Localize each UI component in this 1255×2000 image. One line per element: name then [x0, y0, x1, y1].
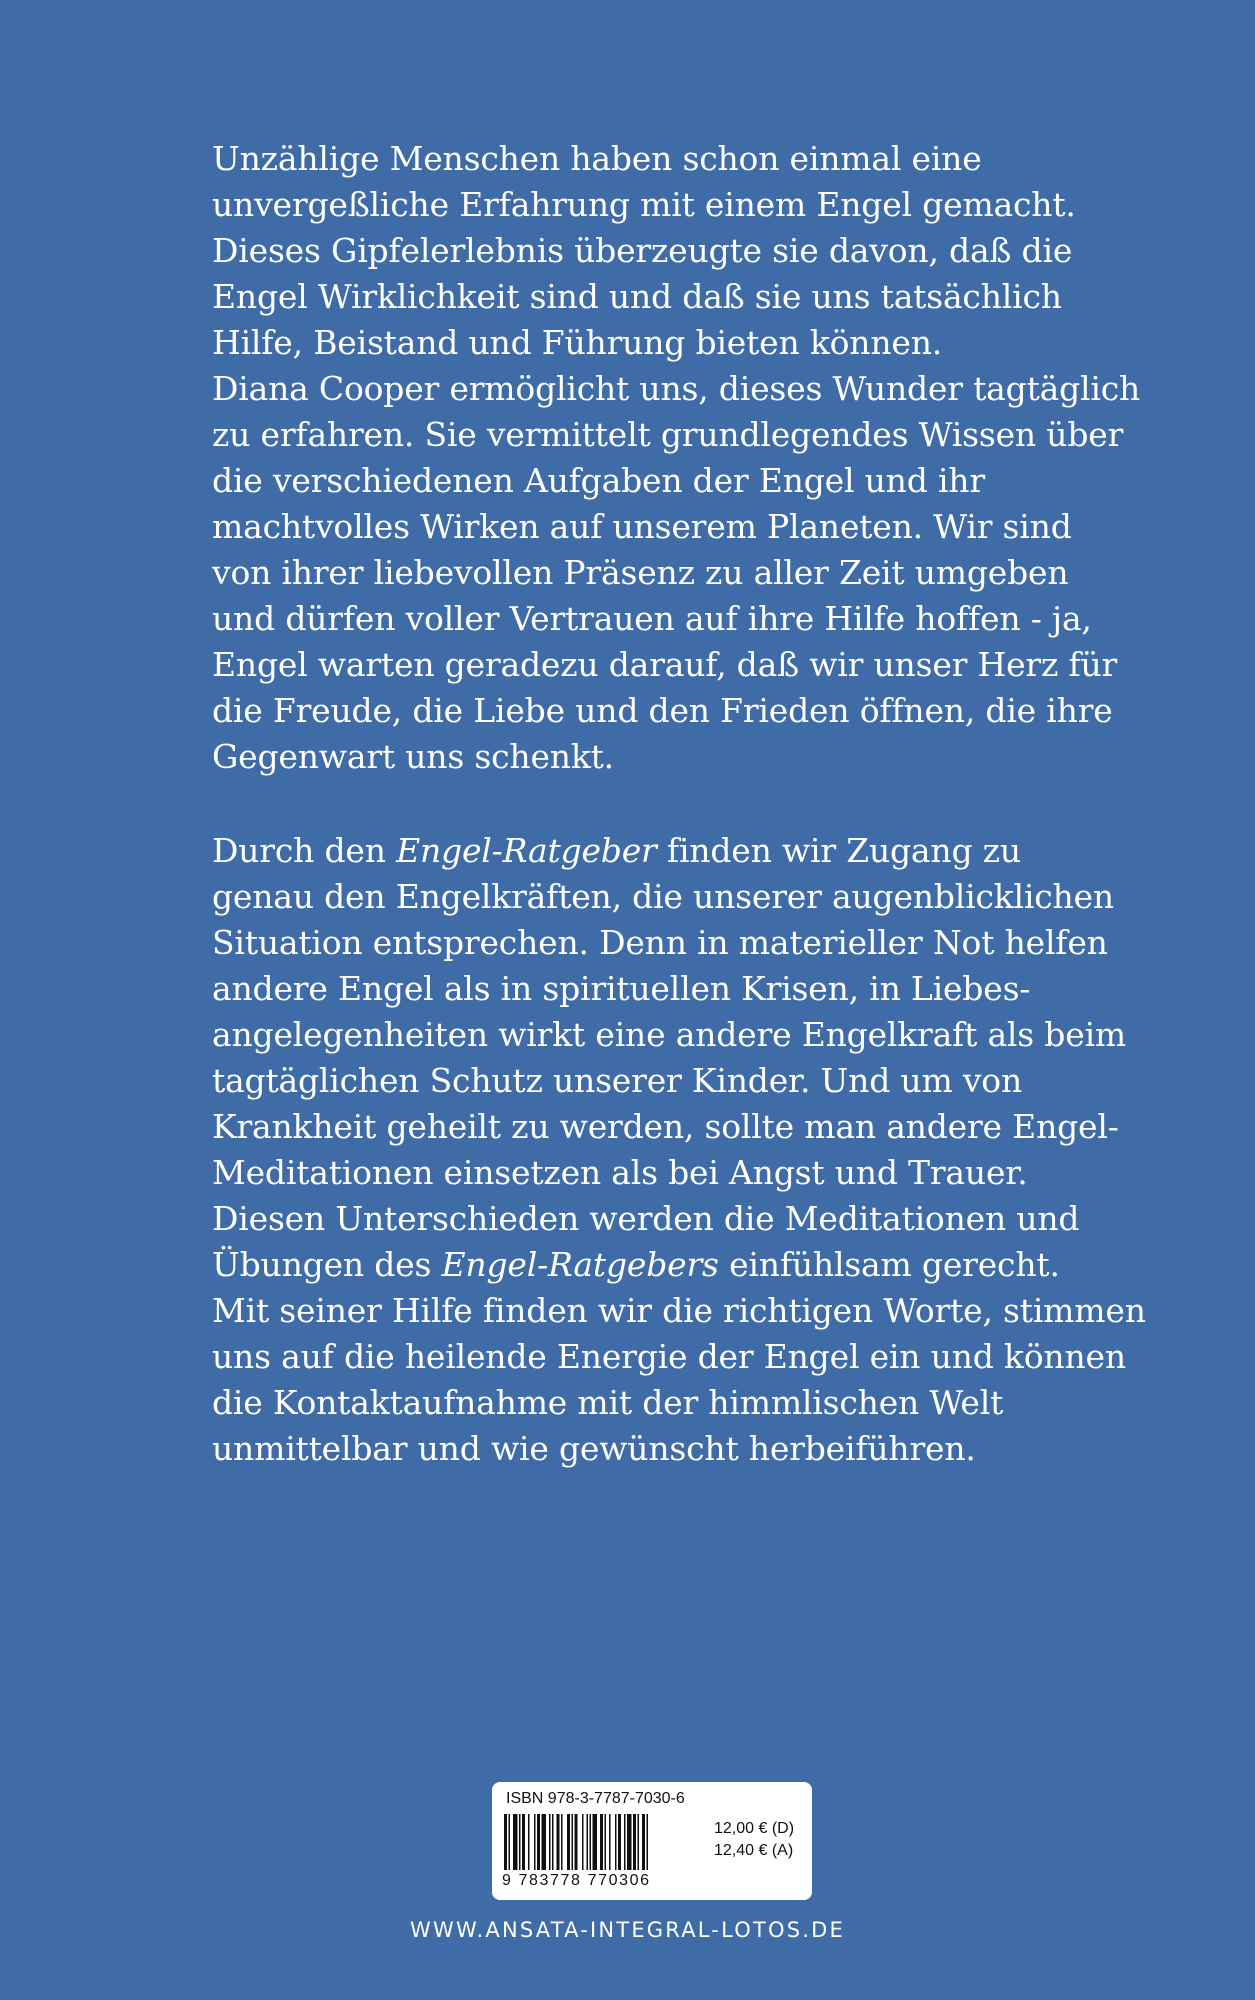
blurb-line: und dürfen voller Vertrauen auf ihre Hilfe hoffen - ja,: [212, 599, 1092, 638]
barcode-icon: [504, 1814, 700, 1870]
barcode-bar: [582, 1814, 584, 1870]
barcode-bar: [552, 1814, 554, 1870]
barcode-bar: [557, 1814, 560, 1870]
barcode-bar: [624, 1814, 626, 1870]
barcode-bar: [504, 1814, 507, 1870]
blurb-line: machtvolles Wirken auf unserem Planeten. Wir sind: [212, 507, 1072, 546]
blurb-line: Engel Wirklichkeit sind und daß sie uns tatsächlich: [212, 277, 1062, 316]
blurb-line: die verschiedenen Aufgaben der Engel und ihr: [212, 461, 985, 500]
blurb-line: Engel warten geradezu darauf, daß wir unser Herz für: [212, 645, 1118, 684]
blurb-line: Diesen Unterschieden werden die Meditationen und: [212, 1199, 1080, 1238]
blurb-line: von ihrer liebevollen Präsenz zu aller Zeit umgeben: [212, 553, 1069, 592]
blurb-line: unvergeßliche Erfahrung mit einem Engel gemacht.: [212, 185, 1076, 224]
blurb-text: finden wir Zugang zu: [656, 831, 1021, 870]
barcode-bar: [587, 1814, 589, 1870]
barcode-bar: [561, 1814, 563, 1870]
blurb-line: andere Engel als in spirituellen Krisen, in Liebes-: [212, 969, 1031, 1008]
blurb-line: Krankheit geheilt zu werden, sollte man andere Engel-: [212, 1107, 1119, 1146]
barcode-bar: [605, 1814, 607, 1870]
barcode-bar: [618, 1814, 621, 1870]
blurb-line: Diana Cooper ermöglicht uns, dieses Wunder tagtäglich: [212, 369, 1141, 408]
barcode-bar: [572, 1814, 574, 1870]
book-title-italic: Engel-Ratgebers: [441, 1245, 719, 1284]
barcode-bar: [509, 1814, 511, 1870]
blurb-line: Situation entsprechen. Denn in materieller Not helfen: [212, 923, 1108, 962]
blurb-line: Dieses Gipfelerlebnis überzeugte sie davon, daß die: [212, 231, 1073, 270]
blurb-line: uns auf die heilende Energie der Engel ein und können: [212, 1337, 1126, 1376]
blurb-line: [212, 828, 1172, 874]
barcode-bar: [627, 1814, 632, 1870]
barcode-bar: [542, 1814, 547, 1870]
barcode-bar: [528, 1814, 530, 1870]
barcode-bar: [609, 1814, 611, 1870]
barcode-bar: [549, 1814, 551, 1870]
barcode-bar: [642, 1814, 645, 1870]
barcode-bar: [519, 1814, 521, 1870]
blurb-line: die Freude, die Liebe und den Frieden öffnen, die ihre: [212, 691, 1113, 730]
barcode-bar: [513, 1814, 518, 1870]
blurb-text: Übungen des: [212, 1245, 442, 1284]
barcode-bar: [522, 1814, 525, 1870]
barcode-bar: [575, 1814, 578, 1870]
price-austria: 12,40 € (A): [714, 1842, 794, 1859]
barcode-bar: [537, 1814, 540, 1870]
barcode-digits: 9 783778 770306: [502, 1872, 651, 1889]
blurb-text: Durch den: [212, 831, 397, 870]
blurb-paragraph-1: [212, 136, 1172, 780]
blurb-line: Mit seiner Hilfe finden wir die richtigen Worte, stimmen: [212, 1291, 1146, 1330]
publisher-website: WWW.ANSATA-INTEGRAL-LOTOS.DE: [410, 1918, 845, 1942]
blurb-line: tagtäglichen Schutz unserer Kinder. Und um von: [212, 1061, 1023, 1100]
barcode-bar: [593, 1814, 598, 1870]
isbn-text: ISBN 978-3-7787-7030-6: [506, 1790, 685, 1807]
blurb-text: einfühlsam gerecht.: [718, 1245, 1060, 1284]
barcode-bar: [567, 1814, 570, 1870]
barcode-bar: [647, 1814, 649, 1870]
book-title-italic: Engel-Ratgeber: [396, 831, 657, 870]
barcode-bar: [615, 1814, 617, 1870]
blurb-line: angelegenheiten wirkt eine andere Engelkraft als beim: [212, 1015, 1127, 1054]
blurb-line: unmittelbar und wie gewünscht herbeiführen.: [212, 1429, 976, 1468]
barcode-bar: [633, 1814, 636, 1870]
barcode-bar: [600, 1814, 603, 1870]
blurb-line: genau den Engelkräften, die unserer augenblicklichen: [212, 877, 1114, 916]
blurb-line: [212, 1242, 1172, 1288]
barcode-label: [492, 1782, 812, 1900]
blurb-line: Gegenwart uns schenkt.: [212, 737, 614, 776]
blurb-line: Hilfe, Beistand und Führung bieten können.: [212, 323, 943, 362]
blurb-line: die Kontaktaufnahme mit der himmlischen Welt: [212, 1383, 1004, 1422]
blurb-line: Meditationen einsetzen als bei Angst und Trauer.: [212, 1153, 1028, 1192]
blurb-line: zu erfahren. Sie vermittelt grundlegendes Wissen über: [212, 415, 1124, 454]
barcode-bar: [638, 1814, 640, 1870]
price-germany: 12,00 € (D): [714, 1820, 795, 1837]
barcode-bar: [590, 1814, 592, 1870]
blurb-line: Unzählige Menschen haben schon einmal eine: [212, 139, 982, 178]
barcode-bar: [534, 1814, 536, 1870]
blurb-paragraph-2: [212, 828, 1172, 1472]
